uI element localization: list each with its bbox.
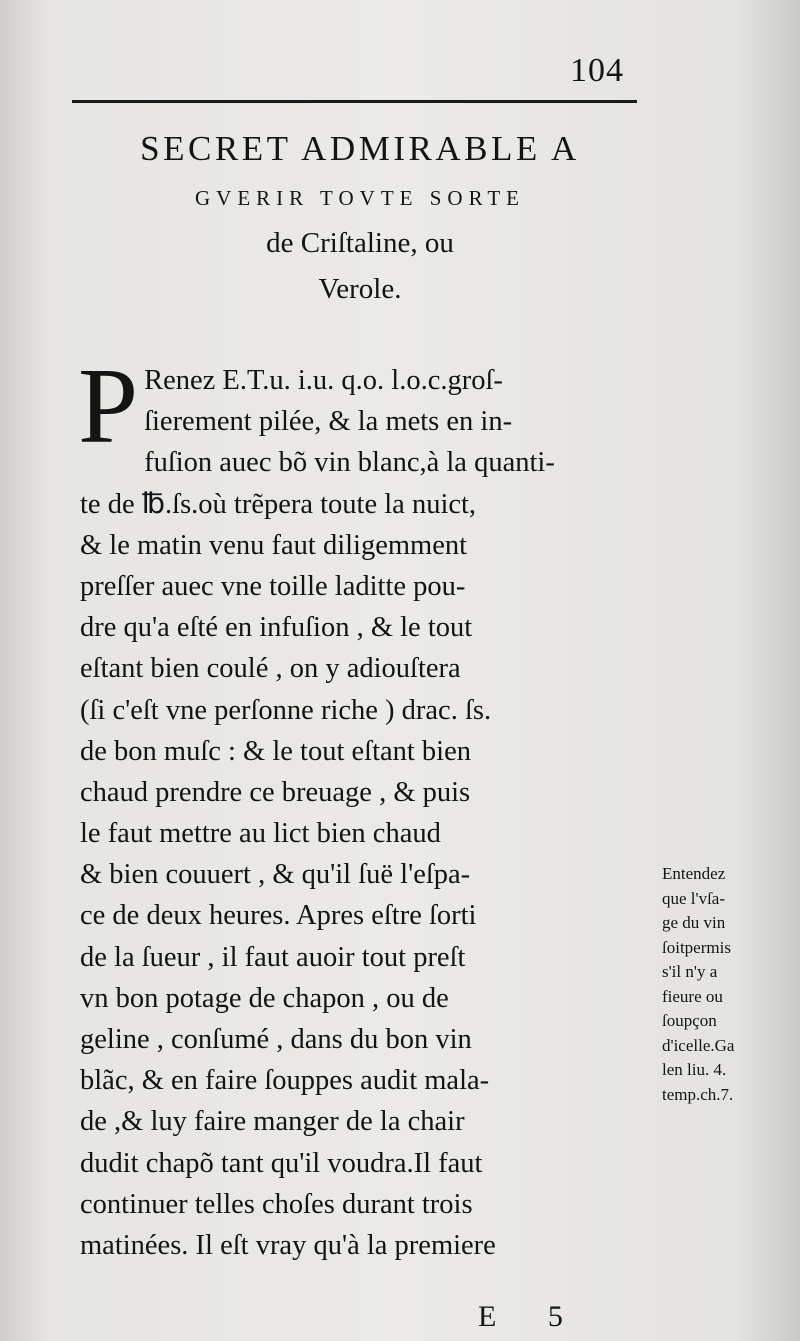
text-line: preſſer auec vne toille laditte pou- (80, 570, 466, 602)
text-line: continuer telles choſes durant trois (80, 1188, 473, 1220)
signature-mark: E 5 (478, 1300, 585, 1333)
text-line: geline , conſumé , dans du bon vin (80, 1024, 472, 1055)
note-line: d'icelle.Ga (662, 1035, 735, 1055)
note-line: ge du vin (662, 913, 726, 932)
text-line: blãc, & en faire ſouppes audit mala- (80, 1065, 490, 1097)
title-line-3: de Criſtaline, ou (266, 227, 454, 259)
note-line: Entendez (662, 864, 726, 883)
note-line: que l'vſa- (662, 888, 726, 908)
note-line: ſoitpermis (662, 937, 731, 957)
text-line: de bon muſc : & le tout eſtant bien (80, 735, 471, 767)
text-line: & bien couuert , & qu'il ſuë l'eſpa- (80, 859, 471, 891)
text-line: chaud prendre ce breuage , & puis (80, 776, 471, 808)
title-line-4: Verole. (318, 273, 402, 305)
page-number: 104 (570, 52, 624, 89)
text-line: Renez E.T.u. i.u. q.o. l.o.c.groſ- (144, 365, 503, 396)
text-line: de la ſueur , il faut auoir tout preſt (80, 941, 466, 973)
text-line: matinées. Il eſt vray qu'à la premiere (80, 1229, 496, 1261)
text-line: de ,& luy faire manger de la chair (80, 1106, 465, 1138)
text-line: eſtant bien coulé , on y adiouſtera (80, 653, 461, 685)
text-line: fuſion auec bõ vin blanc,à la quanti- (144, 447, 555, 479)
text-line: le faut mettre au lict bien chaud (80, 818, 441, 850)
note-line: temp.ch.7. (662, 1084, 734, 1104)
margin-note (662, 862, 792, 1107)
text-line: (ſi c'eſt vne perſonne riche ) drac. ſs. (80, 694, 492, 726)
chapter-title (60, 126, 660, 312)
note-line: len liu. 4. (662, 1060, 727, 1079)
body-text (78, 347, 655, 1266)
text-line: dudit chapõ tant qu'il voudra.Il faut (80, 1147, 483, 1179)
note-line: ſoupçon (662, 1011, 717, 1030)
drop-cap: P (78, 347, 139, 466)
title-line-1: SECRET ADMIRABLE A (140, 129, 580, 168)
text-line: dre qu'a eſté en infuſion , & le tout (80, 612, 473, 644)
note-line: fieure ou (662, 986, 723, 1006)
title-line-2: GVERIR TOVTE SORTE (195, 186, 525, 210)
text-line: ſierement pilée, & la mets en in- (144, 406, 513, 438)
header-rule (72, 100, 637, 103)
text-line: te de ℔.ſs.où trẽpera toute la nuict, (80, 488, 477, 520)
text-line: vn bon potage de chapon , ou de (80, 982, 449, 1014)
text-line: ce de deux heures. Apres eſtre ſorti (80, 900, 477, 932)
note-line: s'il n'y a (662, 962, 718, 981)
text-line: & le matin venu faut diligemment (80, 529, 468, 561)
